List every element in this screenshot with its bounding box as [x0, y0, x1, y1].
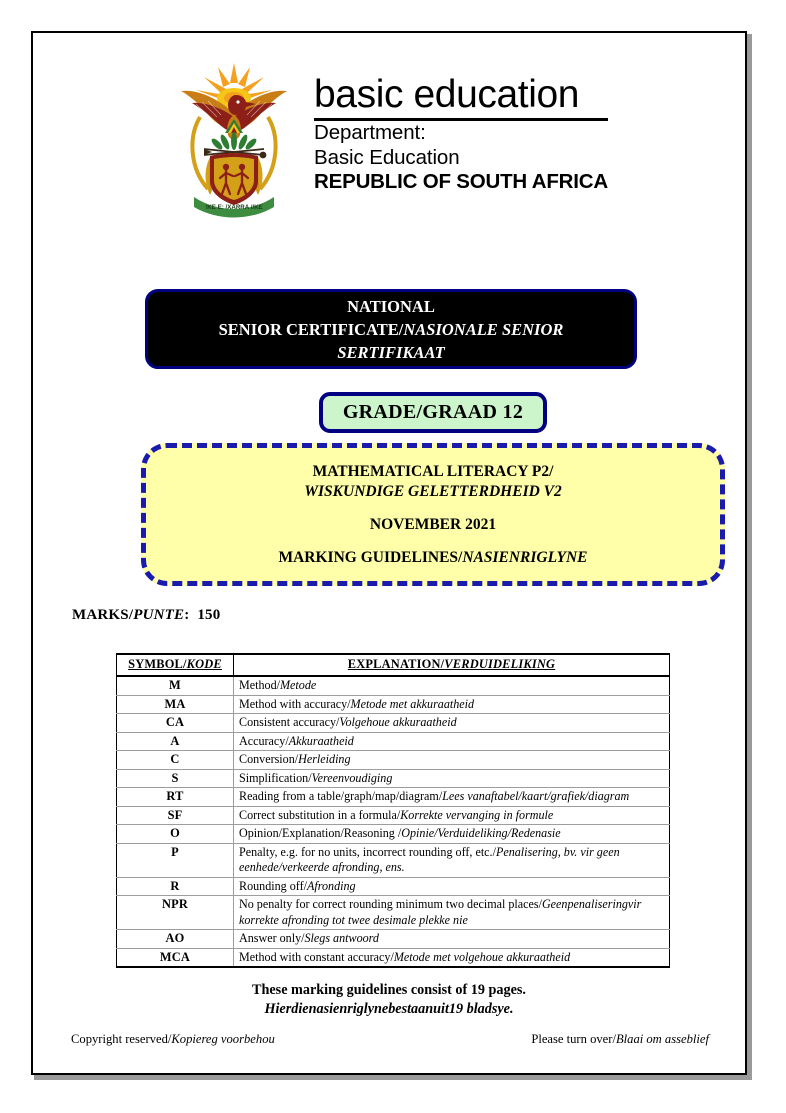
- explanation-english: No penalty for correct rounding minimum two decimal places/: [239, 897, 542, 911]
- turn-over-notice: Please turn over/Blaai om asseblief: [531, 1032, 709, 1046]
- explanation-afrikaans: Korrekte vervanging in formule: [400, 807, 554, 822]
- explanation-english: Answer only/: [239, 931, 305, 945]
- symbol-cell: M: [117, 676, 234, 695]
- explanation-cell: [234, 825, 670, 844]
- explanation-cell: [234, 843, 670, 877]
- explanation-english: Opinion/Explanation/Reasoning /: [239, 826, 402, 840]
- nsc-line-1: NATIONAL: [347, 296, 435, 316]
- explanation-english: Consistent accuracy/: [239, 715, 340, 729]
- nsc-line-3: SERTIFIKAAT: [337, 342, 445, 362]
- table-row: [117, 877, 670, 896]
- explanation-english: Method with constant accuracy/: [239, 949, 394, 964]
- explanation-afrikaans: Metode met volgehoue akkuraatheid: [393, 949, 571, 964]
- symbol-cell: C: [117, 751, 234, 770]
- national-senior-certificate-banner: [145, 289, 637, 369]
- department-name: Basic Education: [314, 145, 460, 169]
- table-row: [117, 930, 670, 949]
- explanation-english: Method with accuracy/: [239, 696, 351, 711]
- explanation-cell: [234, 751, 670, 770]
- explanation-cell: [234, 676, 670, 695]
- table-row: [117, 896, 670, 930]
- explanation-cell: [234, 769, 670, 788]
- copyright-notice: Copyright reserved/Kopiereg voorbehou: [71, 1032, 275, 1046]
- explanation-english: Conversion/: [239, 752, 299, 766]
- symbol-cell: MCA: [117, 948, 234, 967]
- symbol-explanation-table: [116, 653, 670, 968]
- grade-badge: [319, 392, 547, 433]
- explanation-english: Method/: [239, 678, 280, 692]
- explanation-english: Accuracy/: [239, 733, 289, 748]
- table-row: [117, 714, 670, 733]
- explanation-cell: [234, 732, 670, 751]
- explanation-afrikaans: Geenpenaliseringvir korrekte afronding tot twee desimale plekke nie: [239, 897, 642, 927]
- symbol-cell: CA: [117, 714, 234, 733]
- subject-line-1: MATHEMATICAL LITERACY P2/: [312, 462, 554, 480]
- column-header-explanation: EXPLANATION/VERDUIDELIKING: [234, 654, 670, 676]
- marks-label-af: PUNTE: [133, 607, 185, 623]
- symbol-table-body: [117, 676, 670, 967]
- page-footer: [71, 1032, 709, 1047]
- explanation-afrikaans: Slegs antwoord: [304, 931, 379, 945]
- explanation-afrikaans: Lees vanaftabel/kaart/grafiek/diagram: [442, 789, 630, 803]
- marks-total: [72, 607, 220, 624]
- symbol-cell: S: [117, 769, 234, 788]
- explanation-english: Simplification/: [239, 770, 312, 785]
- table-row: [117, 948, 670, 967]
- country-label: REPUBLIC OF SOUTH AFRICA: [314, 170, 608, 193]
- coat-of-arms-motto: !KE E: /XARRA //KE: [205, 204, 263, 211]
- explanation-english: Correct substitution in a formula/: [239, 807, 401, 822]
- explanation-afrikaans: Akkuraatheid: [288, 733, 354, 748]
- south-african-coat-of-arms-icon: [170, 57, 298, 220]
- explanation-english: Rounding off/: [239, 878, 307, 893]
- table-row: [117, 806, 670, 825]
- table-row: [117, 825, 670, 844]
- page-count-af: Hierdienasienriglynebestaanuit19 bladsye.: [264, 1001, 514, 1017]
- subject-line-2: WISKUNDIGE GELETTERDHEID V2: [304, 482, 562, 500]
- explanation-english: Reading from a table/graph/map/diagram/: [239, 789, 443, 803]
- marks-label-en: MARKS/: [72, 607, 134, 623]
- explanation-cell: [234, 930, 670, 949]
- department-label: Department:: [314, 121, 426, 144]
- explanation-afrikaans: Volgehoue akkuraatheid: [339, 715, 457, 729]
- symbol-cell: A: [117, 732, 234, 751]
- explanation-cell: [234, 788, 670, 807]
- symbol-cell: MA: [117, 695, 234, 714]
- explanation-cell: [234, 695, 670, 714]
- page-count-en: These marking guidelines consist of 19 pages.: [252, 982, 526, 998]
- table-header-row: [117, 654, 670, 676]
- table-row: [117, 676, 670, 695]
- explanation-cell: [234, 948, 670, 967]
- basic-education-logo: [314, 57, 608, 195]
- marks-separator: :: [184, 607, 190, 623]
- explanation-afrikaans: Herleiding: [298, 752, 351, 766]
- logo-title: basic education: [314, 73, 608, 121]
- symbol-cell: P: [117, 843, 234, 877]
- explanation-cell: [234, 877, 670, 896]
- document-page: [31, 31, 747, 1075]
- symbol-cell: NPR: [117, 896, 234, 930]
- table-row: [117, 732, 670, 751]
- explanation-afrikaans: Penalisering, bv. vir geen eenhede/verkeerde afronding, ens.: [239, 844, 620, 874]
- table-row: [117, 788, 670, 807]
- subject-banner: [141, 443, 725, 586]
- explanation-afrikaans: Opinie/Verduideliking/Redenasie: [401, 826, 561, 840]
- symbol-cell: RT: [117, 788, 234, 807]
- exam-date: NOVEMBER 2021: [369, 515, 497, 533]
- letterhead: [33, 57, 745, 220]
- explanation-cell: [234, 806, 670, 825]
- marks-value: 150: [197, 607, 221, 623]
- explanation-cell: [234, 714, 670, 733]
- column-header-symbol: SYMBOL/KODE: [117, 654, 234, 676]
- explanation-cell: [234, 896, 670, 930]
- symbol-cell: O: [117, 825, 234, 844]
- document-type: MARKING GUIDELINES/NASIENRIGLYNE: [278, 548, 588, 566]
- nsc-line-2: SENIOR CERTIFICATE/NASIONALE SENIOR: [218, 319, 564, 339]
- grade-label: GRADE/GRAAD 12: [342, 401, 524, 423]
- symbol-cell: AO: [117, 930, 234, 949]
- table-row: [117, 769, 670, 788]
- symbol-cell: R: [117, 877, 234, 896]
- page-count-note: [33, 981, 745, 1019]
- explanation-afrikaans: Metode: [279, 678, 317, 692]
- explanation-afrikaans: Metode met akkuraatheid: [350, 696, 475, 711]
- explanation-english: Penalty, e.g. for no units, incorrect rounding off, etc./: [239, 844, 496, 859]
- table-row: [117, 695, 670, 714]
- explanation-afrikaans: Afronding: [306, 878, 356, 893]
- table-row: [117, 843, 670, 877]
- table-row: [117, 751, 670, 770]
- explanation-afrikaans: Vereenvoudiging: [311, 770, 393, 785]
- symbol-cell: SF: [117, 806, 234, 825]
